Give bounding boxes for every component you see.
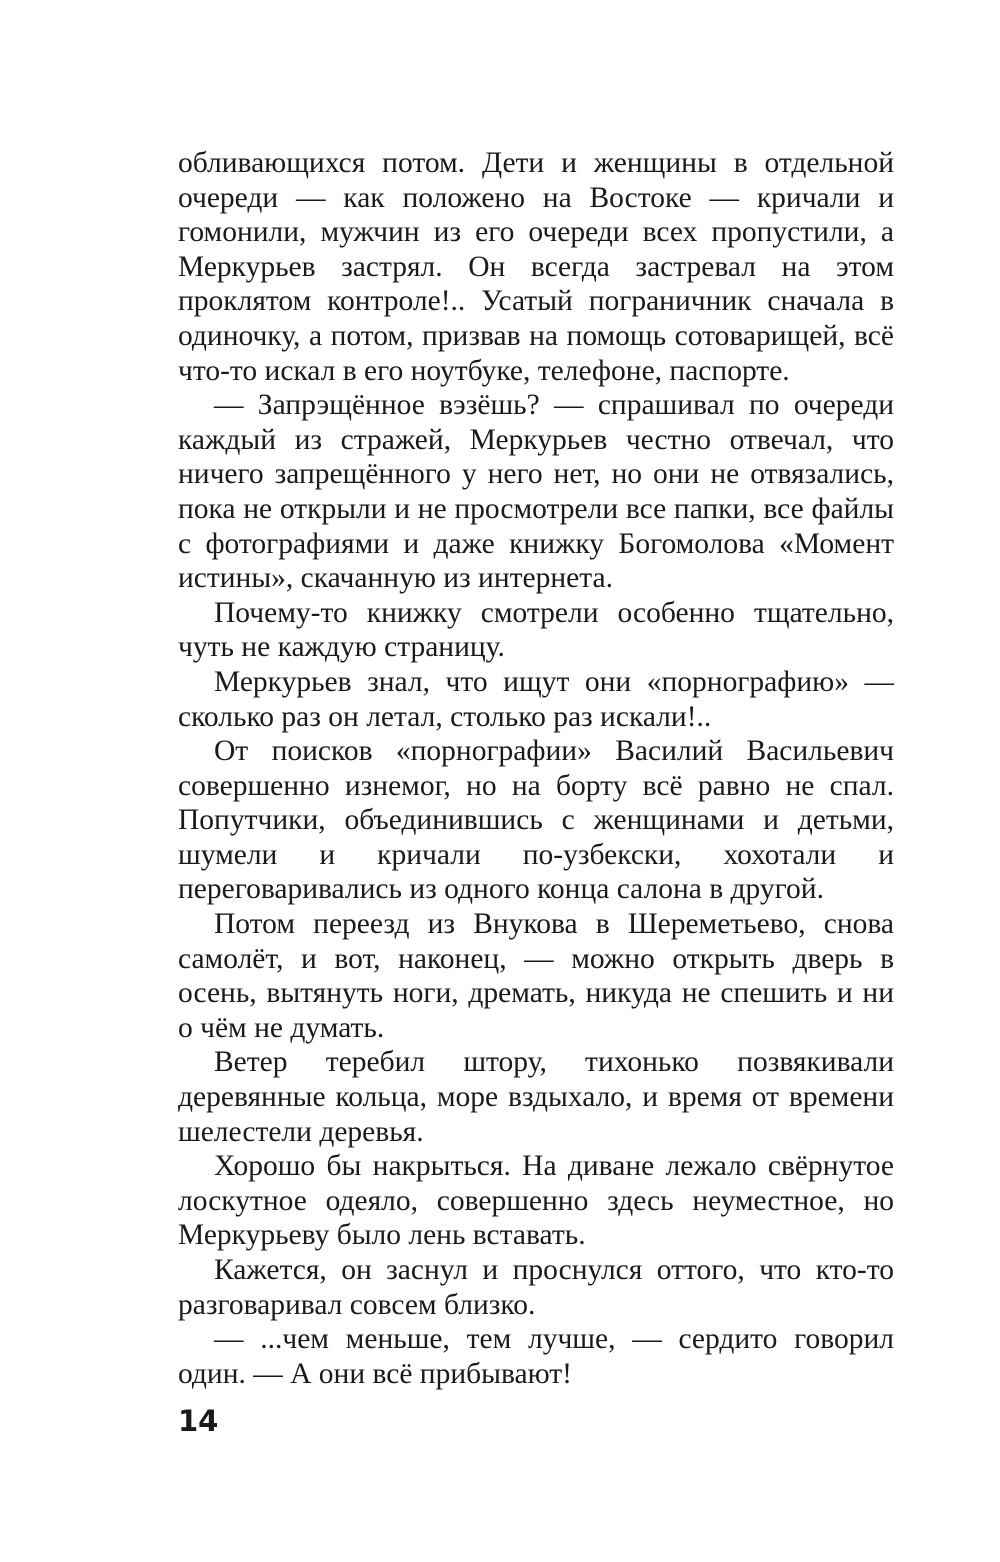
paragraph-4: Меркурьев знал, что ищут они «порнографию» — сколько раз он летал, столько раз искали!..: [178, 665, 894, 733]
page-number: 14: [178, 1404, 219, 1438]
paragraph-3: Почему-то книжку смотрели особенно тщательно, чуть не каждую страницу.: [178, 596, 894, 664]
paragraph-7: Ветер теребил штору, тихонько позвякивали деревянные кольца, море вздыхало, и время от времени шелестели деревья.: [178, 1046, 894, 1148]
paragraph-10: — ...чем меньше, тем лучше, — сердито говорил один. — А они всё прибывают!: [178, 1323, 894, 1390]
paragraph-5: От поисков «порнографии» Василий Васильевич совершенно изнемог, но на борту всё равно не спал. Попутчики, объединившись с женщинами и детьми, шумели и кричали по-узбекски, хохотали и переговаривались из одного конца салона в другой.: [178, 735, 894, 906]
paragraph-1: обливающихся потом. Дети и женщины в отдельной очереди — как положено на Востоке — кричали и гомонили, мужчин из его очереди всех пропустили, а Меркурьев застрял. Он всегда застревал на этом проклятом контроле!.. Усатый пограничник сначала в одиночку, а потом, призвав на помощь сотоварищей, всё что-то искал в его ноутбуке, телефоне, паспорте.: [178, 147, 894, 387]
paragraph-8: Хорошо бы накрыться. На диване лежало свёрнутое лоскутное одеяло, совершенно здесь неуместное, но Меркурьеву было лень вставать.: [178, 1150, 894, 1252]
paragraph-9: Кажется, он заснул и проснулся оттого, что кто-то разговаривал совсем близко.: [178, 1254, 894, 1321]
paragraph-6: Потом переезд из Внукова в Шереметьево, снова самолёт, и вот, наконец, — можно открыть дверь в осень, вытянуть ноги, дремать, никуда не спешить и ни о чём не думать.: [178, 908, 894, 1044]
body-text: [178, 146, 894, 1391]
paragraph-2: — Запрэщённое вэзёшь? — спрашивал по очереди каждый из стражей, Меркурьев честно отвечал, что ничего запрещённого у него нет, но они не отвязались, пока не открыли и не просмотрели все папки, все файлы с фотографиями и даже книжку Богомолова «Момент истины», скачанную из интернета.: [178, 389, 894, 595]
